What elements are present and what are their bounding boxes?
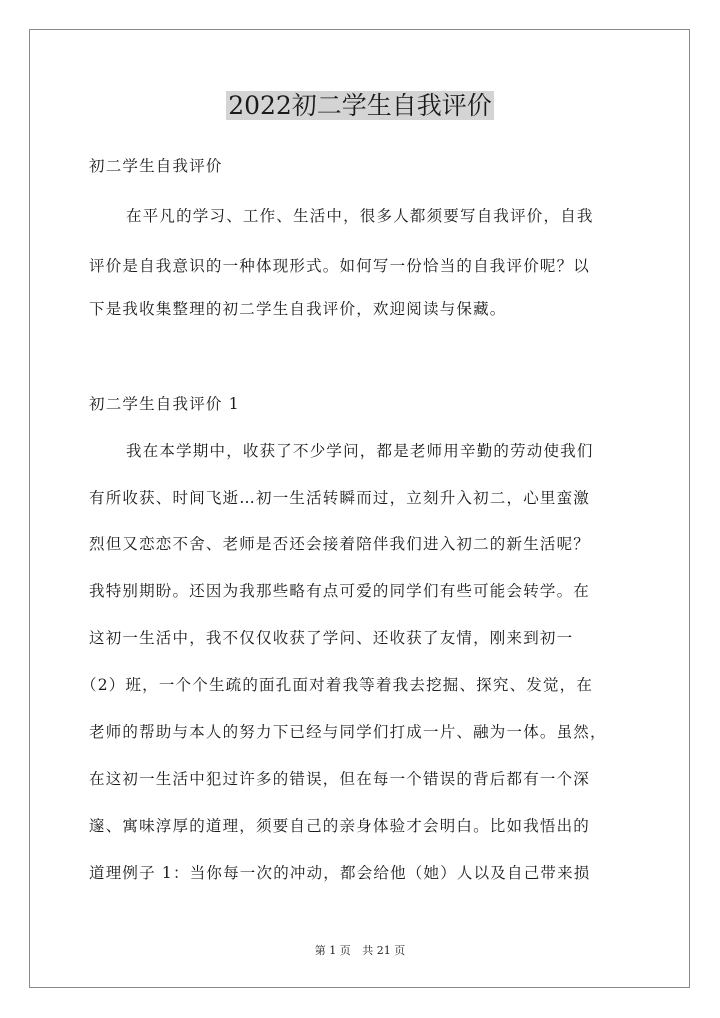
document-title-text: 2022初二学生自我评价 <box>228 91 492 120</box>
paragraph-line: 道理例子 1：当你每一次的冲动，都会给他（她）人以及自己带来损 <box>89 864 591 882</box>
section-heading: 初二学生自我评价 1 <box>89 395 240 413</box>
document-title <box>0 88 720 124</box>
paragraph-line: 老师的帮助与本人的努力下已经与同学们打成一片、融为一体。虽然， <box>89 723 607 741</box>
section-heading: 初二学生自我评价 <box>89 157 223 175</box>
paragraph-line: 这初一生活中，我不仅仅收获了学问、还收获了友情，刚来到初一 <box>89 629 574 647</box>
paragraph-line: 在平凡的学习、工作、生活中，很多人都须要写自我评价，自我 <box>126 207 594 225</box>
page-total: 共 21 页 <box>362 944 406 957</box>
page-number: 第 1 页 <box>314 944 351 957</box>
paragraph-line: 有所收获、时间飞逝…初一生活转瞬而过，立刻升入初二，心里蛮激 <box>89 489 591 507</box>
page-footer <box>0 942 720 958</box>
paragraph-line: 在这初一生活中犯过许多的错误，但在每一个错误的背后都有一个深 <box>89 770 591 788</box>
paragraph-line: （2）班，一个个生疏的面孔面对着我等着我去挖掘、探究、发觉，在 <box>81 676 594 694</box>
paragraph-line: 评价是自我意识的一种体现形式。如何写一份恰当的自我评价呢？以 <box>89 257 591 275</box>
paragraph-line: 我特别期盼。还因为我那些略有点可爱的同学们有些可能会转学。在 <box>89 582 591 600</box>
paragraph-line: 邃、寓味淳厚的道理，须要自己的亲身体验才会明白。比如我悟出的 <box>89 817 591 835</box>
paragraph-line: 我在本学期中，收获了不少学问，都是老师用辛勤的劳动使我们 <box>126 442 594 460</box>
paragraph-line: 烈但又恋恋不舍、老师是否还会接着陪伴我们进入初二的新生活呢？ <box>89 535 591 553</box>
paragraph-line: 下是我收集整理的初二学生自我评价，欢迎阅读与保藏。 <box>89 300 507 318</box>
